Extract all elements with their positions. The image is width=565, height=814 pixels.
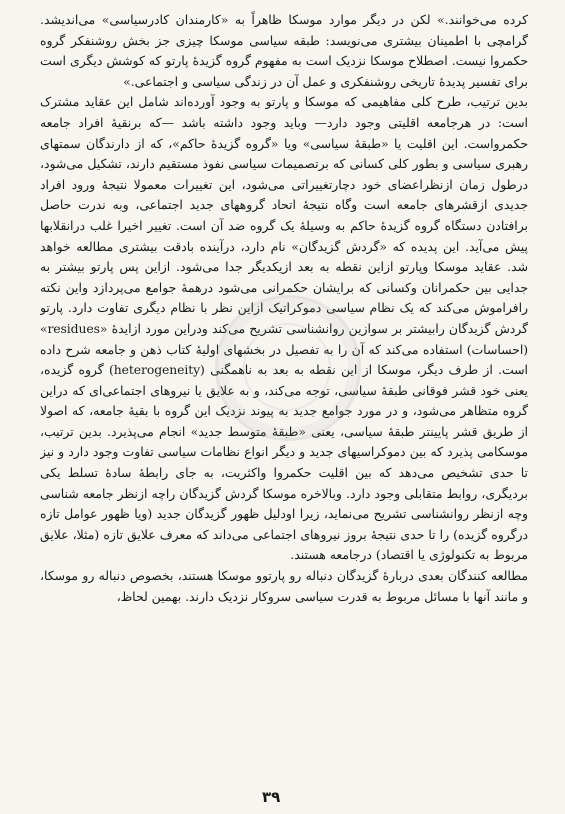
page-body bbox=[40, 10, 528, 770]
page-number: ۳۹ bbox=[262, 788, 281, 806]
paragraph-1: کرده می‌خوانند.» لکن در دیگر موارد موسکا ظاهراً به «کارمندان کادرسیاسی» می‌اندیشد. گرامچی با اطمینان بیشتری می‌نویسد: طبقه سیاسی موسکا چیزی جز بخش روشنفکر گروه حکمروا نیست. اصطلاح موسکا نزدیک است به مفهوم گروه گزیدهٔ پارتو که کوشش دیگری است برای تفسیر پدیدهٔ تاریخی روشنفکری و عمل آن در زندگی سیاسی و اجتماعی.» bbox=[40, 12, 528, 89]
paragraph-2: بدین ترتیب، طرح کلی مفاهیمی که موسکا و پارتو به وجود آورده‌اند شامل این عقاید مشترک است: در هرجامعه اقلیتی وجود دارد— وباید وجود داشته باشد —که برنقیهٔ افراد جامعه حکمرواست. این اقلیت یا «طبقهٔ سیاسی» ویا «گروه گزیدهٔ حاکم»، که از دارندگان سمتهای رهبری سیاسی و بطور کلی کسانی که برتصمیمات سیاسی نفوذ مستقیم دارند، تشکیل می‌شود، درطول زمان ازنظراعضای خود دچارتغییراتی می‌شود، این تغییرات معمولا نتیجهٔ ورود افراد جدیدی ازقشرهای جامعه است وگاه نتیجهٔ اتحاد گروههای جدید اجتماعی، وبه ندرت حاصل برافتادن دستگاه گروه گزیدهٔ حاکم به وسیلهٔ یک گروه ضد آن است. تغییر اخیرا غلب درانقلابها پیش می‌آید. این پدیده که «گردش گزیدگان» نام دارد، درآینده بادقت بیشتری مطالعه خواهد شد. عقاید موسکا وپارتو ازاین نقطه به بعد ازیکدیگر جدا می‌شود. ازاین پس پارتو بیشتر به جدایی بین حکمرانان وکسانی که برایشان حکمرانی می‌شود درهمهٔ جوامع می‌پردازد واین نکته رافراموش می‌کند که یک نظام سیاسی دموکراتیک ازاین نظر با نظام دیگری تفاوت دارد. پارتو گردش گزیدگان رابیشتر بر سوازین روانشناسی تشریح می‌کند ودراین مورد ازایدهٔ «residues» (احساسات) استفاده می‌کند که آن را به تفصیل در بخشهای اولیهٔ کتاب ذهن و جامعه شرح داده است. از طرف دیگر، موسکا از این نقطه به بعد به ناهمگنی (heterogeneity) گروه گزیده، یعنی خود قشر فوقانی طبقهٔ سیاسی، توجه می‌کند، و به علایق یا نیروهای اجتماعی‌ای که دراین گروه متظاهر می‌شود، و در مورد جوامع جدید به پیوند نزدیک این گروه با بقیهٔ جامعه، که اصولا از طریق قشر پایینتر طبقهٔ سیاسی، یعنی «طبقهٔ متوسط جدید» انجام می‌پذیرد. بدین ترتیب، موسکامی پذیرد که بین دموکراسیهای جدید و دیگر انواع نظامات سیاسی تفاوت وجود دارد و نیز تا حدی تشخیص می‌دهد که بین اقلیت حکمروا واکثریت، به جای رابطهٔ سادهٔ تسلط یکی بردیگری، روابط متقابلی وجود دارد. وبالاخره موسکا گردش گزیدگان راچه ازنظر جامعه شناسی وچه ازنظر روانشناسی تشریح می‌نماید، زیرا اودلیل ظهور گزیدگان جدید (ویا ظهور عوامل تازه درگروه گزیده) را تا حدی نتیجهٔ بروز نیروهای اجتماعی می‌داند که معرف علایق تازه (مثلا، علایق مربوط به تکنولوژی یا اقتصاد) درجامعه هستند. bbox=[40, 94, 528, 563]
paragraph-3: مطالعه کنندگان بعدی دربارهٔ گزیدگان دنباله رو پارتوو موسکا هستند، بخصوص دنباله رو موسکا، و مانند آنها با مسائل مربوط به قدرت سیاسی سروکار نزدیک دارند. بهمین لحاظ، bbox=[40, 568, 528, 604]
